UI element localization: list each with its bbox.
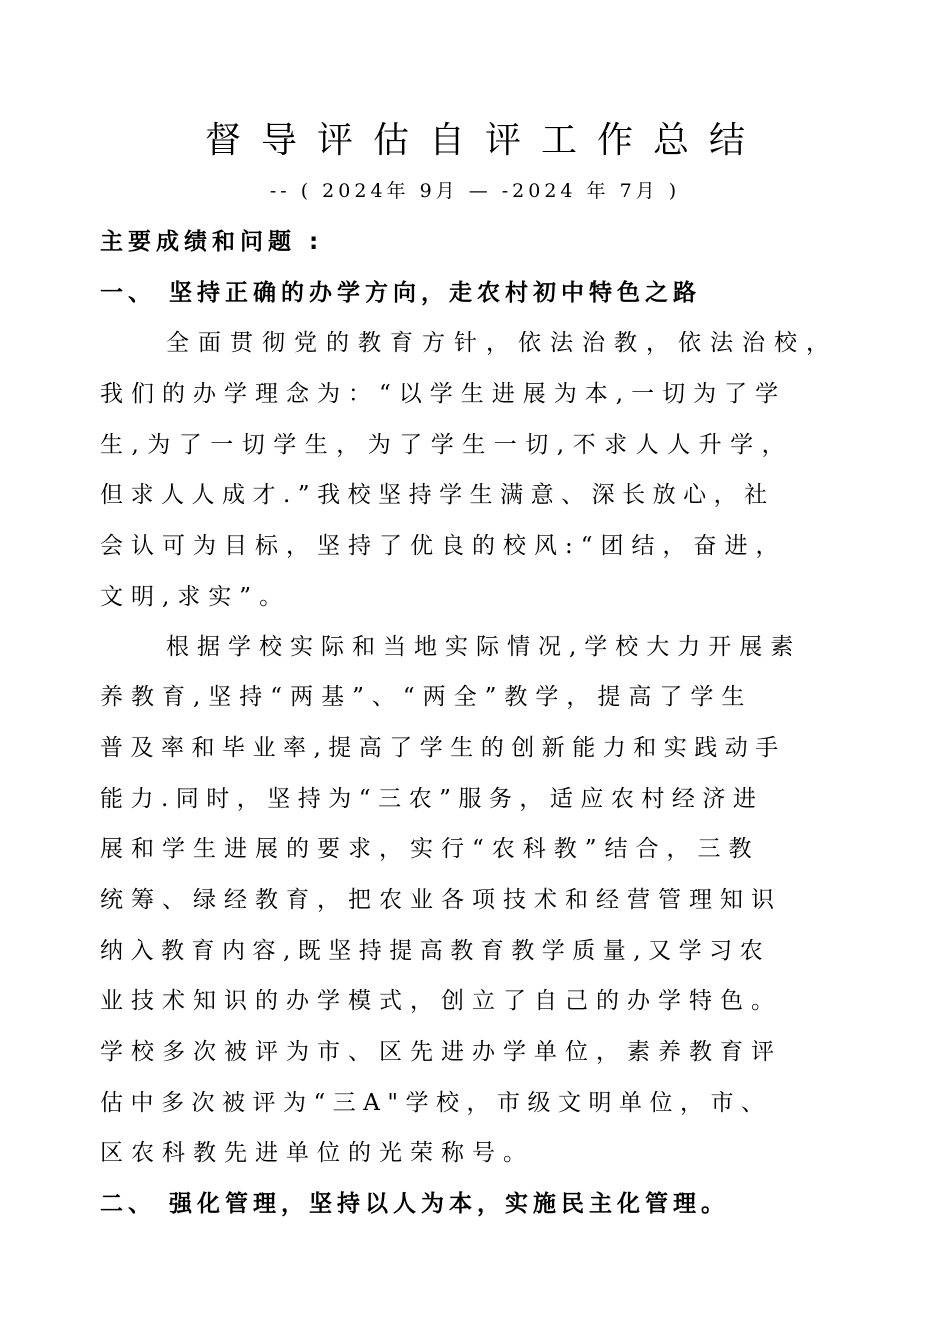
paragraph-1-line: 文明,求实”。 (100, 584, 291, 610)
section-heading-2: 二、 强化管理，坚持以人为本，实施民主化管理。 (100, 1191, 730, 1217)
paragraph-2-line: 展和学生进展的要求，实行“农科教”结合，三教 (100, 836, 760, 862)
paragraph-2-line: 区农科教先进单位的光荣称号。 (100, 1140, 534, 1166)
document-title: 督导评估自评工作总结 (204, 120, 765, 161)
paragraph-2-line: 养教育,坚持“两基”、“两全”教学，提高了学生 (100, 684, 753, 710)
paragraph-1-line: 全面贯彻党的教育方针，依法治教，依法治校， (166, 330, 838, 356)
paragraph-1-line: 会认可为目标，坚持了优良的校风:“团结，奋进， (100, 533, 787, 559)
paragraph-1-line: 生,为了一切学生，为了学生一切,不求人人升学， (100, 432, 794, 458)
paragraph-2-line: 能力.同时，坚持为“三农”服务，适应农村经济进 (100, 786, 764, 812)
paragraph-1-line: 但求人人成才.”我校坚持学生满意、深长放心，社 (100, 482, 775, 508)
section-intro-heading: 主要成绩和问题 : (100, 229, 324, 255)
paragraph-2-line: 普及率和毕业率,提高了学生的创新能力和实践动手 (100, 735, 786, 761)
paragraph-2-line: 业技术知识的办学模式，创立了自己的办学特色。 (100, 988, 782, 1014)
paragraph-2-line: 估中多次被评为“三A"学校，市级文明单位，市、 (100, 1090, 772, 1116)
section-heading-1: 一、 坚持正确的办学方向，走农村初中特色之路 (100, 280, 702, 306)
paragraph-2-line: 纳入教育内容,既坚持提高教育教学质量,又学习农 (100, 938, 771, 964)
paragraph-2-line: 统筹、绿经教育，把农业各项技术和经营管理知识 (100, 887, 782, 913)
paragraph-2-line: 学校多次被评为市、区先进办学单位，素养教育评 (100, 1039, 782, 1065)
document-date-range: -- ( 2024年 9月 — -2024 年 7月 ) (269, 180, 681, 202)
paragraph-1-line: 我们的办学理念为：“以学生进展为本,一切为了学 (100, 381, 787, 407)
paragraph-2-line: 根据学校实际和当地实际情况,学校大力开展素 (166, 634, 802, 660)
